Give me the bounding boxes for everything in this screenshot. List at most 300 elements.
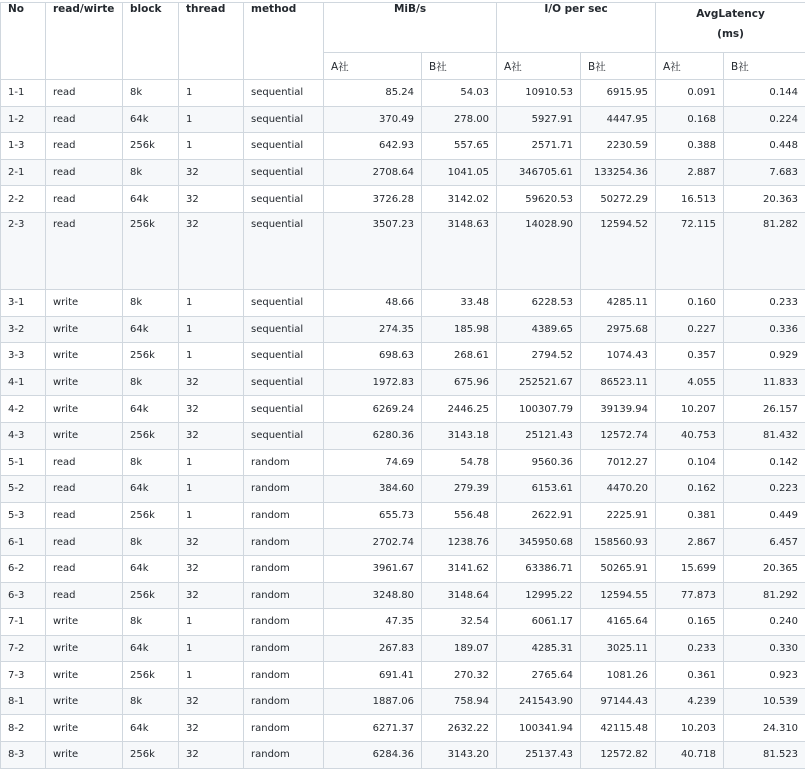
cell-iops-a: 2794.52 xyxy=(497,343,581,370)
cell-no: 6-1 xyxy=(1,529,46,556)
cell-no: 5-2 xyxy=(1,476,46,503)
cell-thread: 32 xyxy=(179,212,244,289)
cell-mibs-a: 655.73 xyxy=(324,502,422,529)
cell-method: random xyxy=(244,529,324,556)
cell-mibs-b: 2632.22 xyxy=(422,715,497,742)
cell-mibs-b: 758.94 xyxy=(422,688,497,715)
table-row xyxy=(1,422,805,449)
cell-read-write: write xyxy=(46,289,123,316)
cell-latency-a: 0.388 xyxy=(656,133,724,160)
cell-thread: 32 xyxy=(179,742,244,769)
cell-block: 64k xyxy=(123,316,179,343)
header-iops: I/O per sec xyxy=(497,3,656,53)
cell-method: random xyxy=(244,476,324,503)
cell-latency-b: 0.233 xyxy=(724,289,805,316)
cell-block: 256k xyxy=(123,582,179,609)
cell-block: 64k xyxy=(123,396,179,423)
table-row xyxy=(1,289,805,316)
header-method: method xyxy=(244,3,324,80)
cell-mibs-a: 3961.67 xyxy=(324,555,422,582)
cell-read-write: read xyxy=(46,502,123,529)
cell-latency-b: 0.923 xyxy=(724,662,805,689)
cell-latency-a: 40.753 xyxy=(656,422,724,449)
cell-latency-b: 0.240 xyxy=(724,609,805,636)
cell-no: 2-3 xyxy=(1,212,46,289)
cell-mibs-b: 189.07 xyxy=(422,635,497,662)
cell-mibs-b: 1041.05 xyxy=(422,159,497,186)
cell-latency-a: 0.162 xyxy=(656,476,724,503)
cell-thread: 1 xyxy=(179,502,244,529)
cell-mibs-a: 384.60 xyxy=(324,476,422,503)
cell-thread: 1 xyxy=(179,106,244,133)
cell-latency-b: 0.144 xyxy=(724,80,805,107)
cell-no: 8-1 xyxy=(1,688,46,715)
cell-block: 64k xyxy=(123,555,179,582)
cell-no: 3-1 xyxy=(1,289,46,316)
cell-thread: 32 xyxy=(179,715,244,742)
cell-method: random xyxy=(244,555,324,582)
cell-iops-b: 50265.91 xyxy=(581,555,656,582)
table-row xyxy=(1,742,805,769)
cell-thread: 1 xyxy=(179,316,244,343)
cell-mibs-a: 2702.74 xyxy=(324,529,422,556)
table-row xyxy=(1,715,805,742)
table-row xyxy=(1,159,805,186)
cell-no: 4-3 xyxy=(1,422,46,449)
cell-iops-a: 100307.79 xyxy=(497,396,581,423)
cell-latency-a: 0.361 xyxy=(656,662,724,689)
cell-read-write: read xyxy=(46,582,123,609)
cell-latency-a: 4.239 xyxy=(656,688,724,715)
cell-mibs-b: 3143.20 xyxy=(422,742,497,769)
cell-latency-a: 10.207 xyxy=(656,396,724,423)
cell-thread: 32 xyxy=(179,159,244,186)
cell-thread: 1 xyxy=(179,80,244,107)
cell-mibs-b: 1238.76 xyxy=(422,529,497,556)
cell-latency-b: 24.310 xyxy=(724,715,805,742)
cell-latency-b: 6.457 xyxy=(724,529,805,556)
cell-latency-b: 20.363 xyxy=(724,186,805,213)
cell-thread: 1 xyxy=(179,289,244,316)
cell-mibs-a: 6269.24 xyxy=(324,396,422,423)
cell-no: 1-1 xyxy=(1,80,46,107)
cell-no: 6-2 xyxy=(1,555,46,582)
cell-latency-b: 0.224 xyxy=(724,106,805,133)
cell-latency-b: 20.365 xyxy=(724,555,805,582)
cell-mibs-b: 270.32 xyxy=(422,662,497,689)
cell-iops-b: 1081.26 xyxy=(581,662,656,689)
header-thread: thread xyxy=(179,3,244,80)
cell-thread: 32 xyxy=(179,422,244,449)
cell-iops-a: 2622.91 xyxy=(497,502,581,529)
cell-latency-a: 10.203 xyxy=(656,715,724,742)
cell-latency-a: 15.699 xyxy=(656,555,724,582)
cell-iops-b: 7012.27 xyxy=(581,449,656,476)
cell-latency-a: 4.055 xyxy=(656,369,724,396)
cell-iops-b: 158560.93 xyxy=(581,529,656,556)
cell-mibs-b: 185.98 xyxy=(422,316,497,343)
cell-latency-b: 0.929 xyxy=(724,343,805,370)
cell-mibs-b: 3142.02 xyxy=(422,186,497,213)
table-body xyxy=(1,80,805,769)
cell-iops-b: 1074.43 xyxy=(581,343,656,370)
cell-iops-a: 59620.53 xyxy=(497,186,581,213)
cell-block: 64k xyxy=(123,186,179,213)
cell-method: random xyxy=(244,449,324,476)
header-iops-vendor-b: B社 xyxy=(581,53,656,80)
cell-read-write: write xyxy=(46,343,123,370)
cell-mibs-a: 1972.83 xyxy=(324,369,422,396)
cell-read-write: write xyxy=(46,609,123,636)
header-latency-vendor-b: B社 xyxy=(724,53,805,80)
header-mibs-vendor-a: A社 xyxy=(324,53,422,80)
cell-thread: 32 xyxy=(179,582,244,609)
cell-latency-a: 2.887 xyxy=(656,159,724,186)
cell-iops-a: 25137.43 xyxy=(497,742,581,769)
cell-block: 8k xyxy=(123,609,179,636)
table-row xyxy=(1,582,805,609)
cell-read-write: write xyxy=(46,422,123,449)
table-row xyxy=(1,502,805,529)
cell-iops-a: 9560.36 xyxy=(497,449,581,476)
table-row xyxy=(1,662,805,689)
cell-latency-b: 0.223 xyxy=(724,476,805,503)
cell-method: random xyxy=(244,688,324,715)
cell-iops-a: 12995.22 xyxy=(497,582,581,609)
cell-iops-a: 2765.64 xyxy=(497,662,581,689)
cell-no: 1-2 xyxy=(1,106,46,133)
cell-mibs-b: 3143.18 xyxy=(422,422,497,449)
cell-block: 256k xyxy=(123,343,179,370)
cell-iops-a: 241543.90 xyxy=(497,688,581,715)
cell-mibs-b: 279.39 xyxy=(422,476,497,503)
cell-block: 256k xyxy=(123,662,179,689)
cell-latency-b: 0.330 xyxy=(724,635,805,662)
cell-method: random xyxy=(244,635,324,662)
cell-read-write: read xyxy=(46,476,123,503)
cell-iops-b: 6915.95 xyxy=(581,80,656,107)
cell-no: 2-1 xyxy=(1,159,46,186)
cell-no: 5-1 xyxy=(1,449,46,476)
cell-latency-b: 0.448 xyxy=(724,133,805,160)
cell-block: 8k xyxy=(123,369,179,396)
cell-mibs-a: 47.35 xyxy=(324,609,422,636)
cell-mibs-a: 85.24 xyxy=(324,80,422,107)
cell-method: sequential xyxy=(244,159,324,186)
cell-block: 8k xyxy=(123,159,179,186)
cell-no: 3-3 xyxy=(1,343,46,370)
cell-latency-a: 0.233 xyxy=(656,635,724,662)
table-header xyxy=(1,3,805,80)
cell-block: 256k xyxy=(123,742,179,769)
cell-iops-a: 6061.17 xyxy=(497,609,581,636)
cell-mibs-b: 278.00 xyxy=(422,106,497,133)
cell-no: 5-3 xyxy=(1,502,46,529)
cell-iops-a: 2571.71 xyxy=(497,133,581,160)
cell-mibs-a: 691.41 xyxy=(324,662,422,689)
table-row xyxy=(1,449,805,476)
cell-mibs-a: 6284.36 xyxy=(324,742,422,769)
cell-iops-b: 39139.94 xyxy=(581,396,656,423)
cell-thread: 1 xyxy=(179,133,244,160)
cell-method: sequential xyxy=(244,396,324,423)
cell-no: 7-1 xyxy=(1,609,46,636)
cell-mibs-b: 54.03 xyxy=(422,80,497,107)
cell-method: random xyxy=(244,609,324,636)
cell-mibs-b: 556.48 xyxy=(422,502,497,529)
cell-read-write: read xyxy=(46,555,123,582)
cell-block: 64k xyxy=(123,715,179,742)
header-latency-unit: (ms) xyxy=(717,28,744,40)
cell-latency-b: 0.142 xyxy=(724,449,805,476)
cell-read-write: write xyxy=(46,396,123,423)
cell-thread: 32 xyxy=(179,186,244,213)
table-row xyxy=(1,106,805,133)
cell-latency-a: 0.357 xyxy=(656,343,724,370)
header-mibs: MiB/s xyxy=(324,3,497,53)
cell-method: sequential xyxy=(244,289,324,316)
cell-no: 1-3 xyxy=(1,133,46,160)
cell-block: 64k xyxy=(123,476,179,503)
header-no: No xyxy=(1,3,46,80)
cell-mibs-a: 48.66 xyxy=(324,289,422,316)
benchmark-table xyxy=(0,2,805,769)
cell-block: 8k xyxy=(123,289,179,316)
cell-latency-b: 81.282 xyxy=(724,212,805,289)
cell-latency-b: 10.539 xyxy=(724,688,805,715)
table-row xyxy=(1,80,805,107)
cell-iops-b: 12594.52 xyxy=(581,212,656,289)
cell-iops-a: 346705.61 xyxy=(497,159,581,186)
cell-read-write: write xyxy=(46,369,123,396)
cell-mibs-a: 267.83 xyxy=(324,635,422,662)
cell-thread: 1 xyxy=(179,343,244,370)
cell-no: 4-2 xyxy=(1,396,46,423)
cell-mibs-a: 3726.28 xyxy=(324,186,422,213)
cell-method: sequential xyxy=(244,212,324,289)
cell-latency-a: 0.091 xyxy=(656,80,724,107)
cell-read-write: write xyxy=(46,662,123,689)
cell-mibs-a: 6271.37 xyxy=(324,715,422,742)
cell-method: sequential xyxy=(244,106,324,133)
cell-iops-a: 63386.71 xyxy=(497,555,581,582)
cell-mibs-b: 557.65 xyxy=(422,133,497,160)
header-block: block xyxy=(123,3,179,80)
cell-iops-b: 12572.82 xyxy=(581,742,656,769)
cell-block: 256k xyxy=(123,502,179,529)
cell-latency-b: 81.523 xyxy=(724,742,805,769)
header-latency-label: AvgLatency xyxy=(696,8,765,20)
cell-read-write: read xyxy=(46,133,123,160)
cell-mibs-a: 274.35 xyxy=(324,316,422,343)
cell-method: sequential xyxy=(244,343,324,370)
cell-block: 256k xyxy=(123,212,179,289)
cell-mibs-b: 675.96 xyxy=(422,369,497,396)
cell-iops-a: 14028.90 xyxy=(497,212,581,289)
cell-method: sequential xyxy=(244,186,324,213)
cell-iops-b: 2225.91 xyxy=(581,502,656,529)
cell-iops-b: 4165.64 xyxy=(581,609,656,636)
cell-no: 2-2 xyxy=(1,186,46,213)
cell-thread: 32 xyxy=(179,529,244,556)
cell-latency-a: 0.168 xyxy=(656,106,724,133)
cell-iops-a: 6153.61 xyxy=(497,476,581,503)
cell-thread: 32 xyxy=(179,396,244,423)
cell-latency-b: 0.449 xyxy=(724,502,805,529)
cell-mibs-b: 54.78 xyxy=(422,449,497,476)
cell-mibs-b: 32.54 xyxy=(422,609,497,636)
table-row xyxy=(1,316,805,343)
cell-latency-b: 7.683 xyxy=(724,159,805,186)
cell-read-write: write xyxy=(46,742,123,769)
cell-thread: 1 xyxy=(179,662,244,689)
cell-thread: 32 xyxy=(179,369,244,396)
cell-read-write: read xyxy=(46,529,123,556)
header-latency-vendor-a: A社 xyxy=(656,53,724,80)
cell-no: 8-3 xyxy=(1,742,46,769)
cell-thread: 1 xyxy=(179,449,244,476)
cell-block: 64k xyxy=(123,635,179,662)
header-mibs-vendor-b: B社 xyxy=(422,53,497,80)
cell-latency-a: 0.381 xyxy=(656,502,724,529)
cell-latency-a: 40.718 xyxy=(656,742,724,769)
cell-latency-a: 0.165 xyxy=(656,609,724,636)
cell-latency-a: 0.104 xyxy=(656,449,724,476)
table-row xyxy=(1,186,805,213)
table-row xyxy=(1,529,805,556)
cell-method: random xyxy=(244,742,324,769)
cell-iops-b: 50272.29 xyxy=(581,186,656,213)
cell-block: 8k xyxy=(123,688,179,715)
cell-latency-a: 0.160 xyxy=(656,289,724,316)
cell-iops-a: 345950.68 xyxy=(497,529,581,556)
cell-latency-a: 77.873 xyxy=(656,582,724,609)
cell-no: 7-3 xyxy=(1,662,46,689)
cell-iops-b: 4447.95 xyxy=(581,106,656,133)
cell-thread: 1 xyxy=(179,635,244,662)
cell-mibs-b: 2446.25 xyxy=(422,396,497,423)
cell-iops-b: 86523.11 xyxy=(581,369,656,396)
cell-block: 256k xyxy=(123,133,179,160)
table-row xyxy=(1,555,805,582)
cell-iops-a: 10910.53 xyxy=(497,80,581,107)
cell-latency-a: 72.115 xyxy=(656,212,724,289)
cell-latency-b: 26.157 xyxy=(724,396,805,423)
cell-read-write: write xyxy=(46,316,123,343)
cell-iops-a: 6228.53 xyxy=(497,289,581,316)
cell-read-write: write xyxy=(46,715,123,742)
cell-method: random xyxy=(244,662,324,689)
table-row xyxy=(1,609,805,636)
cell-iops-a: 5927.91 xyxy=(497,106,581,133)
cell-thread: 1 xyxy=(179,476,244,503)
cell-mibs-a: 642.93 xyxy=(324,133,422,160)
cell-latency-a: 0.227 xyxy=(656,316,724,343)
table-row xyxy=(1,396,805,423)
cell-thread: 1 xyxy=(179,609,244,636)
cell-latency-b: 0.336 xyxy=(724,316,805,343)
table-row xyxy=(1,133,805,160)
header-read-write: read/wirte xyxy=(46,3,123,80)
table-row xyxy=(1,343,805,370)
cell-mibs-a: 698.63 xyxy=(324,343,422,370)
cell-iops-b: 2230.59 xyxy=(581,133,656,160)
cell-latency-a: 16.513 xyxy=(656,186,724,213)
cell-read-write: read xyxy=(46,106,123,133)
cell-mibs-b: 33.48 xyxy=(422,289,497,316)
cell-mibs-b: 3141.62 xyxy=(422,555,497,582)
cell-no: 3-2 xyxy=(1,316,46,343)
cell-method: sequential xyxy=(244,133,324,160)
cell-iops-b: 2975.68 xyxy=(581,316,656,343)
header-iops-vendor-a: A社 xyxy=(497,53,581,80)
cell-mibs-a: 6280.36 xyxy=(324,422,422,449)
cell-mibs-a: 2708.64 xyxy=(324,159,422,186)
cell-mibs-b: 3148.63 xyxy=(422,212,497,289)
cell-mibs-a: 1887.06 xyxy=(324,688,422,715)
cell-read-write: write xyxy=(46,688,123,715)
cell-read-write: read xyxy=(46,159,123,186)
cell-method: random xyxy=(244,502,324,529)
cell-iops-b: 4285.11 xyxy=(581,289,656,316)
cell-block: 8k xyxy=(123,80,179,107)
cell-iops-b: 4470.20 xyxy=(581,476,656,503)
table-row xyxy=(1,212,805,289)
cell-read-write: read xyxy=(46,449,123,476)
cell-iops-a: 25121.43 xyxy=(497,422,581,449)
cell-block: 64k xyxy=(123,106,179,133)
cell-latency-b: 81.432 xyxy=(724,422,805,449)
cell-thread: 32 xyxy=(179,555,244,582)
cell-mibs-a: 74.69 xyxy=(324,449,422,476)
cell-read-write: write xyxy=(46,635,123,662)
cell-method: sequential xyxy=(244,316,324,343)
cell-latency-b: 11.833 xyxy=(724,369,805,396)
cell-thread: 32 xyxy=(179,688,244,715)
cell-method: random xyxy=(244,582,324,609)
cell-no: 4-1 xyxy=(1,369,46,396)
cell-iops-a: 100341.94 xyxy=(497,715,581,742)
cell-mibs-b: 3148.64 xyxy=(422,582,497,609)
cell-method: sequential xyxy=(244,80,324,107)
cell-no: 8-2 xyxy=(1,715,46,742)
cell-iops-b: 12594.55 xyxy=(581,582,656,609)
cell-iops-a: 4389.65 xyxy=(497,316,581,343)
cell-mibs-b: 268.61 xyxy=(422,343,497,370)
cell-iops-b: 133254.36 xyxy=(581,159,656,186)
cell-iops-a: 4285.31 xyxy=(497,635,581,662)
cell-read-write: read xyxy=(46,80,123,107)
table-row xyxy=(1,688,805,715)
cell-block: 256k xyxy=(123,422,179,449)
cell-mibs-a: 3507.23 xyxy=(324,212,422,289)
header-avg-latency xyxy=(656,3,805,53)
cell-iops-b: 97144.43 xyxy=(581,688,656,715)
cell-iops-a: 252521.67 xyxy=(497,369,581,396)
table-row xyxy=(1,476,805,503)
cell-read-write: read xyxy=(46,212,123,289)
cell-latency-a: 2.867 xyxy=(656,529,724,556)
cell-block: 8k xyxy=(123,529,179,556)
cell-method: sequential xyxy=(244,422,324,449)
cell-no: 6-3 xyxy=(1,582,46,609)
cell-mibs-a: 3248.80 xyxy=(324,582,422,609)
table-row xyxy=(1,635,805,662)
cell-latency-b: 81.292 xyxy=(724,582,805,609)
cell-block: 8k xyxy=(123,449,179,476)
cell-method: sequential xyxy=(244,369,324,396)
cell-iops-b: 3025.11 xyxy=(581,635,656,662)
